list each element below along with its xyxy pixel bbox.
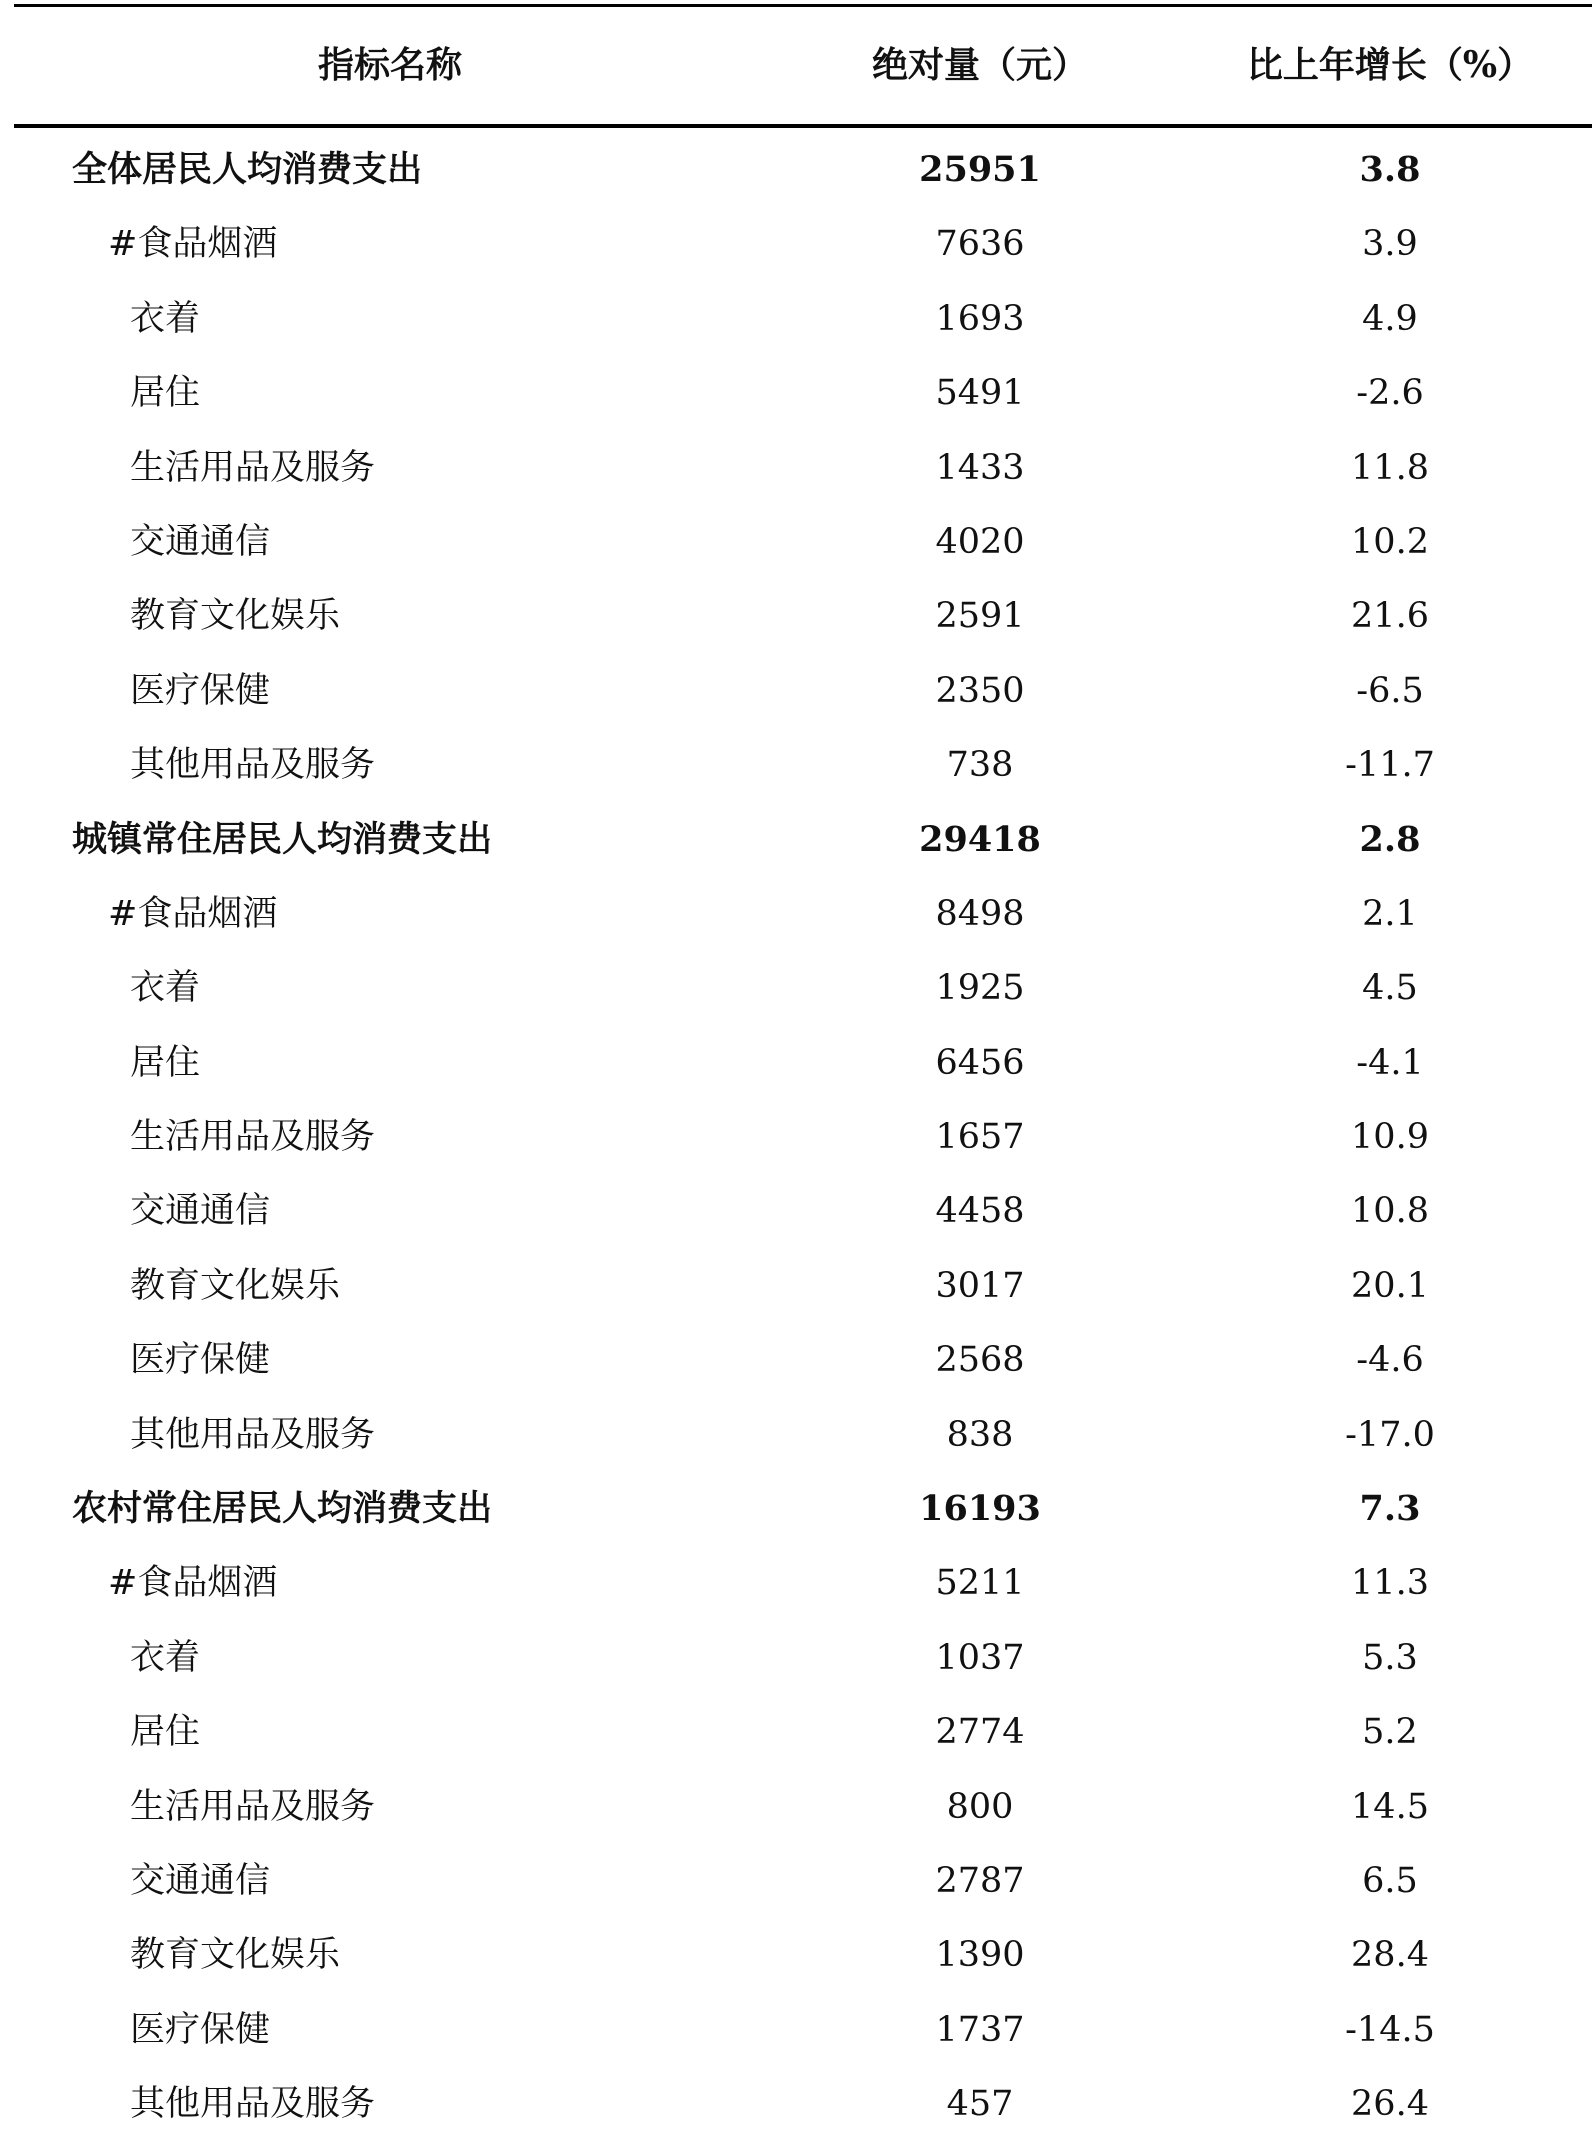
growth-rate-cell: -11.7 — [1345, 745, 1435, 786]
absolute-value-cell: 2591 — [935, 596, 1025, 637]
indicator-name-cell: 交通通信 — [130, 521, 271, 562]
growth-rate-cell: 26.4 — [1351, 2084, 1429, 2125]
table-row — [0, 431, 1592, 505]
table-header-rule — [14, 124, 1592, 128]
absolute-value-cell: 457 — [946, 2084, 1014, 2125]
absolute-value-cell: 838 — [946, 1414, 1014, 1455]
table-row — [0, 356, 1592, 430]
indicator-name-cell: #食品烟酒 — [108, 224, 278, 265]
growth-rate-cell: 21.6 — [1351, 596, 1429, 637]
absolute-value-cell: 5491 — [935, 373, 1025, 414]
growth-rate-cell: 14.5 — [1351, 1786, 1429, 1827]
table-row — [0, 1770, 1592, 1844]
indicator-name-cell: 其他用品及服务 — [130, 745, 376, 786]
table-row — [0, 654, 1592, 728]
indicator-name-cell: 城镇常住居民人均消费支出 — [72, 818, 493, 860]
growth-rate-cell: 7.3 — [1359, 1488, 1421, 1530]
growth-rate-cell: -2.6 — [1356, 373, 1424, 414]
table-row — [0, 877, 1592, 951]
absolute-value-cell: 800 — [946, 1786, 1014, 1827]
indicator-name-cell: 其他用品及服务 — [130, 1414, 376, 1455]
growth-rate-cell: -4.6 — [1356, 1340, 1424, 1381]
table-row — [0, 579, 1592, 653]
indicator-name-cell: #食品烟酒 — [108, 893, 278, 934]
growth-rate-cell: 10.9 — [1351, 1117, 1429, 1158]
absolute-value-cell: 2350 — [935, 670, 1025, 711]
absolute-value-cell: 4020 — [935, 521, 1025, 562]
absolute-value-cell: 1037 — [935, 1637, 1025, 1678]
indicator-name-cell: 居住 — [130, 1042, 201, 1083]
growth-rate-cell: -17.0 — [1345, 1414, 1435, 1455]
header-indicator-name: 指标名称 — [317, 44, 462, 86]
growth-rate-cell: 5.3 — [1362, 1637, 1418, 1678]
indicator-name-cell: 医疗保健 — [130, 1340, 271, 1381]
absolute-value-cell: 1925 — [935, 968, 1025, 1009]
table-row — [0, 1174, 1592, 1248]
absolute-value-cell: 25951 — [919, 149, 1041, 190]
growth-rate-cell: 2.8 — [1359, 818, 1421, 860]
table-total-row — [0, 1472, 1592, 1546]
indicator-name-cell: 衣着 — [130, 298, 201, 339]
growth-rate-cell: 11.8 — [1351, 447, 1429, 488]
indicator-name-cell: 生活用品及服务 — [130, 1117, 376, 1158]
absolute-value-cell: 1693 — [935, 298, 1025, 339]
absolute-value-cell: 2774 — [935, 1712, 1025, 1753]
table-row — [0, 1398, 1592, 1472]
indicator-name-cell: #食品烟酒 — [108, 1563, 278, 1604]
growth-rate-cell: 28.4 — [1351, 1935, 1429, 1976]
indicator-name-cell: 居住 — [130, 1712, 201, 1753]
table-total-row — [0, 133, 1592, 207]
table-row — [0, 207, 1592, 281]
growth-rate-cell: 3.8 — [1359, 149, 1421, 190]
table-row — [0, 2067, 1592, 2141]
table-row — [0, 282, 1592, 356]
absolute-value-cell: 4458 — [935, 1191, 1025, 1232]
header-absolute-value: 绝对量（元） — [871, 44, 1088, 86]
table-header — [0, 7, 1592, 124]
growth-rate-cell: -6.5 — [1356, 670, 1424, 711]
table-row — [0, 1026, 1592, 1100]
indicator-name-cell: 居住 — [130, 373, 201, 414]
indicator-name-cell: 教育文化娱乐 — [130, 1935, 341, 1976]
table-row — [0, 1918, 1592, 1992]
growth-rate-cell: 20.1 — [1351, 1265, 1429, 1306]
growth-rate-cell: 4.5 — [1362, 968, 1418, 1009]
indicator-name-cell: 生活用品及服务 — [130, 447, 376, 488]
absolute-value-cell: 738 — [946, 745, 1014, 786]
absolute-value-cell: 1737 — [935, 2009, 1025, 2050]
absolute-value-cell: 1433 — [935, 447, 1025, 488]
table-body — [0, 133, 1592, 2142]
growth-rate-cell: 11.3 — [1351, 1563, 1429, 1604]
table-row — [0, 505, 1592, 579]
table-row — [0, 1621, 1592, 1695]
growth-rate-cell: 2.1 — [1362, 893, 1418, 934]
absolute-value-cell: 29418 — [919, 818, 1041, 860]
header-growth-rate: 比上年增长（%） — [1246, 44, 1534, 86]
table-row — [0, 1993, 1592, 2067]
indicator-name-cell: 教育文化娱乐 — [130, 596, 341, 637]
indicator-name-cell: 医疗保健 — [130, 670, 271, 711]
indicator-name-cell: 农村常住居民人均消费支出 — [72, 1488, 493, 1530]
indicator-name-cell: 医疗保健 — [130, 2009, 271, 2050]
table-row — [0, 1100, 1592, 1174]
absolute-value-cell: 16193 — [919, 1488, 1041, 1530]
indicator-name-cell: 交通通信 — [130, 1191, 271, 1232]
indicator-name-cell: 交通通信 — [130, 1860, 271, 1901]
growth-rate-cell: -14.5 — [1345, 2009, 1435, 2050]
growth-rate-cell: -4.1 — [1356, 1042, 1424, 1083]
indicator-name-cell: 教育文化娱乐 — [130, 1265, 341, 1306]
growth-rate-cell: 4.9 — [1362, 298, 1418, 339]
indicator-name-cell: 衣着 — [130, 968, 201, 1009]
absolute-value-cell: 1657 — [935, 1117, 1025, 1158]
growth-rate-cell: 5.2 — [1362, 1712, 1418, 1753]
table-total-row — [0, 803, 1592, 877]
indicator-name-cell: 衣着 — [130, 1637, 201, 1678]
table-row — [0, 1323, 1592, 1397]
absolute-value-cell: 7636 — [935, 224, 1025, 265]
growth-rate-cell: 3.9 — [1362, 224, 1418, 265]
indicator-name-cell: 全体居民人均消费支出 — [72, 149, 423, 190]
table-row — [0, 728, 1592, 802]
table-row — [0, 1249, 1592, 1323]
growth-rate-cell: 10.8 — [1351, 1191, 1429, 1232]
absolute-value-cell: 3017 — [935, 1265, 1025, 1306]
table-row — [0, 951, 1592, 1025]
absolute-value-cell: 1390 — [935, 1935, 1025, 1976]
absolute-value-cell: 8498 — [935, 893, 1025, 934]
growth-rate-cell: 10.2 — [1351, 521, 1429, 562]
table-row — [0, 1844, 1592, 1918]
table-row — [0, 1695, 1592, 1769]
indicator-name-cell: 其他用品及服务 — [130, 2084, 376, 2125]
absolute-value-cell: 2787 — [935, 1860, 1025, 1901]
absolute-value-cell: 2568 — [935, 1340, 1025, 1381]
indicator-name-cell: 生活用品及服务 — [130, 1786, 376, 1827]
growth-rate-cell: 6.5 — [1362, 1860, 1418, 1901]
table-row — [0, 1546, 1592, 1620]
absolute-value-cell: 6456 — [935, 1042, 1025, 1083]
absolute-value-cell: 5211 — [935, 1563, 1025, 1604]
